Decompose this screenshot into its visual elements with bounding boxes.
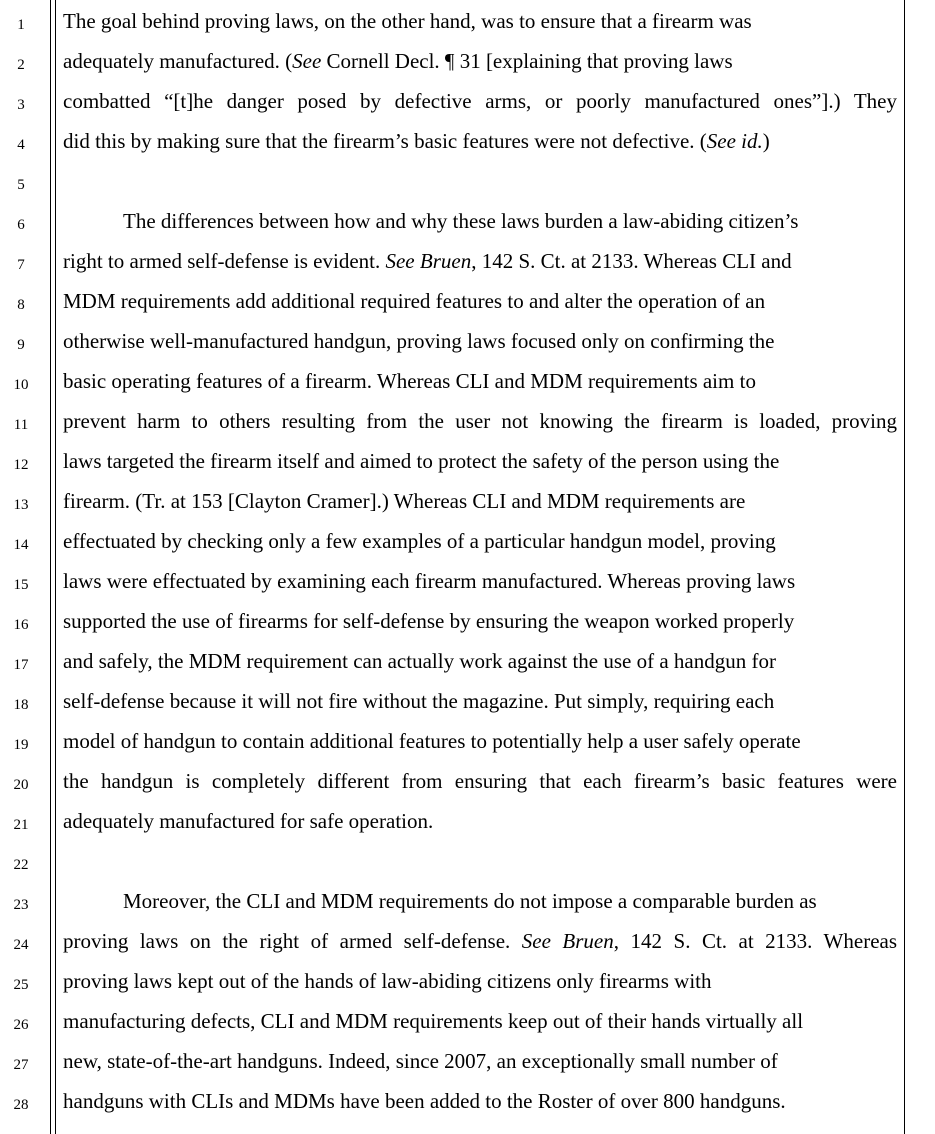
pleading-line — [0, 687, 935, 727]
pleading-line — [0, 1087, 935, 1127]
line-text — [63, 409, 897, 434]
pleading-line — [0, 647, 935, 687]
pleading-line — [0, 167, 935, 207]
pleading-line — [0, 247, 935, 287]
text-run: adequately manufactured. ( — [63, 49, 293, 73]
line-number: 22 — [13, 857, 29, 873]
line-number: 21 — [13, 817, 29, 833]
text-run: prevent harm to others resulting from the user not knowing the firearm is loaded, proving — [63, 409, 897, 433]
pleading-line — [0, 1007, 935, 1047]
line-number: 4 — [17, 137, 25, 153]
line-text — [63, 449, 779, 474]
line-text — [63, 1049, 778, 1074]
line-text — [63, 249, 792, 274]
text-run: proving laws on the right of armed self-defense. — [63, 929, 522, 953]
line-text — [63, 289, 765, 314]
pleading-line — [0, 127, 935, 167]
text-run: ) — [762, 129, 770, 153]
text-run: supported the use of firearms for self-defense by ensuring the weapon worked properly — [63, 609, 795, 633]
line-text — [63, 49, 733, 74]
line-number: 9 — [17, 337, 25, 353]
line-text — [63, 569, 795, 594]
text-run: self-defense because it will not fire without the magazine. Put simply, requiring each — [63, 689, 775, 713]
text-run: and safely, the MDM requirement can actually work against the use of a handgun for — [63, 649, 776, 673]
pleading-line — [0, 207, 935, 247]
line-number: 5 — [17, 177, 25, 193]
line-number: 24 — [13, 937, 29, 953]
text-run: handguns with CLIs and MDMs have been added to the Roster of over 800 handguns. — [63, 1089, 786, 1113]
pleading-line — [0, 1047, 935, 1087]
line-number: 8 — [17, 297, 25, 313]
line-text — [63, 1009, 803, 1034]
line-number: 19 — [13, 737, 29, 753]
pleading-line — [0, 447, 935, 487]
line-number: 25 — [13, 977, 29, 993]
text-run: manufacturing defects, CLI and MDM requirements keep out of their hands virtually all — [63, 1009, 804, 1033]
line-number: 23 — [13, 897, 29, 913]
text-run: , 142 S. Ct. at 2133. Whereas CLI and — [471, 249, 792, 273]
pleading-line — [0, 567, 935, 607]
pleading-line — [0, 367, 935, 407]
line-number: 2 — [17, 57, 25, 73]
line-text — [63, 9, 752, 34]
line-text — [123, 889, 817, 914]
text-run: Moreover, the CLI and MDM requirements do not impose a comparable burden as — [123, 889, 817, 913]
pleading-line — [0, 767, 935, 807]
line-text — [63, 649, 776, 674]
line-text — [63, 489, 745, 514]
pleading-line — [0, 87, 935, 127]
line-number: 14 — [13, 537, 29, 553]
line-number: 13 — [13, 497, 29, 513]
text-run: right to armed self-defense is evident. — [63, 249, 386, 273]
line-text — [63, 969, 712, 994]
line-text — [63, 809, 433, 834]
line-number: 10 — [13, 377, 29, 393]
pleading-line — [0, 47, 935, 87]
pleading-line — [0, 967, 935, 1007]
line-number: 6 — [17, 217, 25, 233]
pleading-line — [0, 327, 935, 367]
line-number: 26 — [13, 1017, 29, 1033]
line-number: 1 — [17, 17, 25, 33]
text-run: MDM requirements add additional required features to and alter the operation of an — [63, 289, 766, 313]
pleading-line — [0, 607, 935, 647]
pleading-line — [0, 7, 935, 47]
line-number: 17 — [13, 657, 29, 673]
pleading-line — [0, 287, 935, 327]
line-text — [63, 1089, 786, 1114]
text-run: new, state-of-the-art handguns. Indeed, since 2007, an exceptionally small number of — [63, 1049, 778, 1073]
text-run: effectuated by checking only a few examples of a particular handgun model, proving — [63, 529, 776, 553]
citation-signal: See Bruen — [385, 249, 472, 273]
line-text — [63, 369, 756, 394]
line-text — [63, 769, 897, 794]
line-number: 11 — [13, 417, 29, 433]
text-run: model of handgun to contain additional features to potentially help a user safely operate — [63, 729, 801, 753]
line-text — [63, 329, 774, 354]
text-run: basic operating features of a firearm. Whereas CLI and MDM requirements aim to — [63, 369, 756, 393]
text-run: combatted “[t]he danger posed by defective arms, or poorly manufactured ones”].) They — [63, 89, 897, 113]
text-run: proving laws kept out of the hands of law-abiding citizens only firearms with — [63, 969, 712, 993]
pleading-line — [0, 807, 935, 847]
citation-signal: See — [292, 49, 322, 73]
text-run: otherwise well-manufactured handgun, proving laws focused only on confirming the — [63, 329, 775, 353]
pleading-line — [0, 487, 935, 527]
line-number: 12 — [13, 457, 29, 473]
line-text — [63, 609, 794, 634]
line-text — [63, 529, 776, 554]
citation-signal: See id. — [706, 129, 763, 153]
line-number: 20 — [13, 777, 29, 793]
text-run: firearm. (Tr. at 153 [Clayton Cramer].) Whereas CLI and MDM requirements are — [63, 489, 746, 513]
text-run: laws were effectuated by examining each firearm manufactured. Whereas proving laws — [63, 569, 796, 593]
line-number: 28 — [13, 1097, 29, 1113]
line-number: 16 — [13, 617, 29, 633]
line-text — [63, 729, 801, 754]
line-number: 27 — [13, 1057, 29, 1073]
line-text — [63, 689, 774, 714]
citation-signal: See Bruen — [521, 929, 614, 953]
pleading-line — [0, 847, 935, 887]
pleading-line — [0, 727, 935, 767]
line-text — [63, 129, 770, 154]
text-run: laws targeted the firearm itself and aimed to protect the safety of the person using the — [63, 449, 780, 473]
line-number: 18 — [13, 697, 29, 713]
text-run: did this by making sure that the firearm’s basic features were not defective. ( — [63, 129, 707, 153]
text-run: adequately manufactured for safe operation. — [63, 809, 434, 833]
text-run: , 142 S. Ct. at 2133. Whereas — [613, 929, 898, 953]
line-text — [63, 89, 897, 114]
line-text — [123, 209, 798, 234]
line-text — [63, 929, 897, 954]
line-number: 3 — [17, 97, 25, 113]
pleading-line — [0, 927, 935, 967]
pleading-line — [0, 887, 935, 927]
line-number: 7 — [17, 257, 25, 273]
text-run: The goal behind proving laws, on the other hand, was to ensure that a firearm was — [63, 9, 752, 33]
line-number: 15 — [13, 577, 29, 593]
text-run: the handgun is completely different from ensuring that each firearm’s basic features were — [63, 769, 897, 793]
text-run: Cornell Decl. ¶ 31 [explaining that proving laws — [321, 49, 733, 73]
pleading-line — [0, 527, 935, 567]
text-run: The differences between how and why these laws burden a law-abiding citizen’s — [123, 209, 799, 233]
pleading-line — [0, 407, 935, 447]
